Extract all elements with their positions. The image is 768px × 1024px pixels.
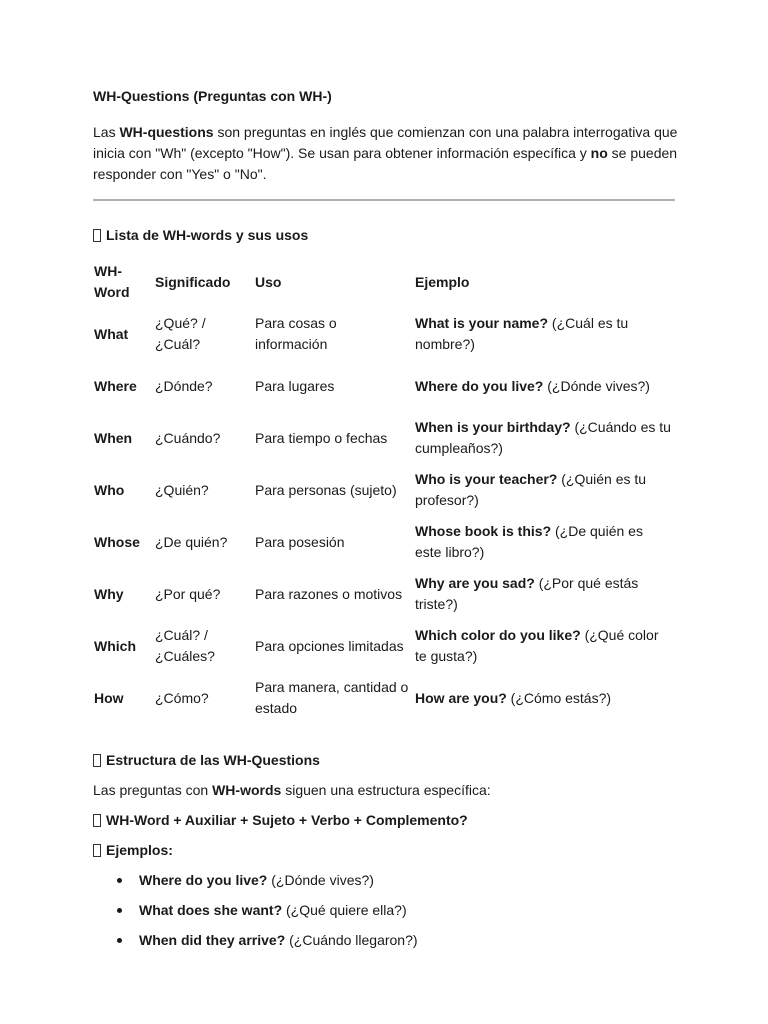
example-english: Why are you sad? [415,575,535,591]
document-body [93,83,683,960]
table-row [93,620,675,672]
table-row [93,360,675,412]
cell-wh-word: Who [94,481,125,498]
example-spanish: (¿Qué quiere ella?) [282,902,407,918]
structure-paragraph [93,780,683,801]
cell-use: Para razones o motivos [255,585,403,602]
cell-wh-word: Whose [94,533,140,550]
header-significado: Significado [155,273,231,290]
header-ejemplo: Ejemplo [415,273,470,290]
wh-words-table [93,256,675,724]
cell-meaning: ¿Qué? / ¿Cuál? [155,315,206,352]
example-spanish: (¿Cuándo llegaron?) [285,932,418,948]
cell-meaning: ¿Por qué? [155,585,221,602]
header-uso: Uso [255,273,282,290]
cell-use: Para lugares [255,377,335,394]
section-heading-text: Estructura de las WH-Questions [106,752,320,768]
cell-use: Para manera, cantidad o estado [255,679,409,716]
cell-wh-word: Which [94,637,136,654]
missing-glyph-box-icon [93,229,101,242]
examples-list [93,870,683,951]
cell-meaning: ¿Dónde? [155,377,213,394]
cell-example [414,308,675,360]
missing-glyph-box-icon [93,844,101,857]
example-spanish: (¿Quién es tu profesor?) [415,471,647,508]
table-row [93,568,675,620]
cell-meaning: ¿Cómo? [155,689,209,706]
example-spanish: (¿Cuál es tu nombre?) [415,315,629,352]
cell-wh-word: What [94,325,129,342]
example-spanish: (¿Dónde vives?) [543,377,650,394]
example-spanish: (¿De quién es este libro?) [415,523,643,560]
example-spanish: (¿Cuándo es tu cumpleaños?) [415,419,671,456]
intro-paragraph [93,122,683,185]
structure-bold: WH-words [212,782,282,798]
header-wh-word: WH-Word [94,263,130,300]
cell-use: Para posesión [255,533,345,550]
table-header-row [93,256,675,308]
missing-glyph-box-icon [93,754,101,767]
cell-example [414,412,675,464]
cell-wh-word: When [94,429,133,446]
example-english: What does she want? [139,902,283,918]
example-english: Where do you live? [415,377,544,394]
table-row [93,516,675,568]
cell-wh-word: How [94,689,124,706]
bullet-icon [117,938,122,943]
example-english: When is your birthday? [415,419,571,435]
bullet-icon [117,878,122,883]
page-title: WH-Questions (Preguntas con WH-) [93,88,332,104]
example-english: Whose book is this? [415,523,552,539]
cell-example [414,464,675,516]
list-item [139,870,683,891]
structure-formula [93,810,683,831]
cell-example [414,672,675,724]
cell-meaning: ¿Quién? [155,481,209,498]
cell-meaning: ¿De quién? [155,533,228,550]
cell-example [414,620,675,672]
section-heading-wh-list [93,225,683,246]
example-english: When did they arrive? [139,932,286,948]
cell-wh-word: Why [94,585,124,602]
example-spanish: (¿Dónde vives?) [267,872,374,888]
cell-use: Para cosas o información [255,315,337,352]
formula-text: WH-Word + Auxiliar + Sujeto + Verbo + Complemento? [106,812,468,828]
structure-text-1: Las preguntas con [93,782,213,798]
table-row [93,308,675,360]
list-item [139,900,683,921]
horizontal-divider [93,199,675,201]
cell-use: Para opciones limitadas [255,637,404,654]
structure-text-2: siguen una estructura específica: [281,782,491,798]
table-row [93,412,675,464]
example-english: Who is your teacher? [415,471,558,487]
missing-glyph-box-icon [93,814,101,827]
cell-use: Para personas (sujeto) [255,481,397,498]
intro-text-2: son preguntas en inglés que comienzan con una palabra interrogativa que inicia con "Wh" (excepto "How"). Se usan para obtener información específica y [93,124,678,161]
cell-example [414,568,675,620]
cell-example [414,516,675,568]
table-row [93,672,675,724]
example-english: What is your name? [415,315,549,331]
bullet-icon [117,908,122,913]
list-item [139,930,683,951]
section-heading-structure [93,750,683,771]
cell-example [414,360,675,412]
cell-meaning: ¿Cuándo? [155,429,221,446]
example-spanish: (¿Por qué estás triste?) [415,575,639,612]
cell-wh-word: Where [94,377,137,394]
cell-use: Para tiempo o fechas [255,429,388,446]
examples-heading [93,840,683,861]
intro-bold-2: no [590,145,608,161]
intro-text-1: Las [93,124,120,140]
intro-text-3: se pueden responder con "Yes" o "No". [93,145,678,182]
example-spanish: (¿Cómo estás?) [506,689,612,706]
example-english: Which color do you like? [415,627,581,643]
section-heading-text: Lista de WH-words y sus usos [106,227,309,243]
examples-heading-text: Ejemplos: [106,842,173,858]
table-row [93,464,675,516]
example-english: How are you? [415,689,507,706]
example-spanish: (¿Qué color te gusta?) [415,627,659,664]
example-english: Where do you live? [139,872,268,888]
intro-bold-1: WH-questions [119,124,214,140]
cell-meaning: ¿Cuál? / ¿Cuáles? [155,627,215,664]
